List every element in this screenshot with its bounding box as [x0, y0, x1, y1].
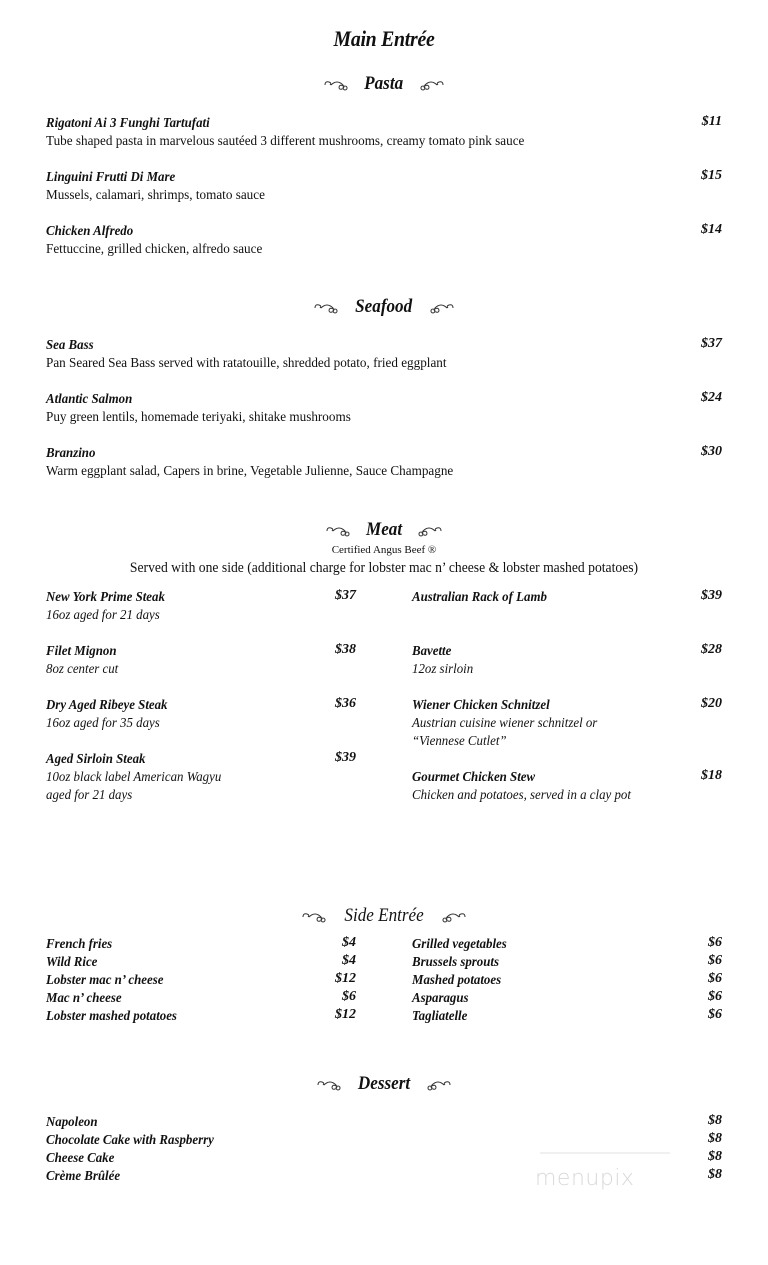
dessert-item-price: $8 [708, 1113, 722, 1128]
ornament-right-icon [419, 300, 455, 314]
ornament-left-icon [325, 523, 361, 537]
section-heading-pasta [0, 73, 768, 95]
menu-item-price: $28 [701, 642, 722, 657]
side-item-price: $6 [708, 971, 722, 986]
ornament-right-icon [431, 909, 467, 923]
side-item-name: Brussels sprouts [412, 955, 499, 970]
dessert-item-name: Crème Brûlée [46, 1169, 121, 1184]
side-item-price: $6 [342, 989, 356, 1004]
section-title: Meat [365, 519, 403, 540]
side-item-name: Asparagus [412, 991, 469, 1006]
menu-item-price: $37 [701, 336, 722, 351]
meat-certification-note: Certified Angus Beef ® [331, 544, 437, 556]
side-item-name: Mashed potatoes [412, 973, 502, 988]
watermark-line [540, 1152, 670, 1154]
side-item-name: Tagliatelle [412, 1009, 468, 1024]
meat-side-note: Served with one side (additional charge for lobster mac n’ cheese & lobster mashed potatoes) [129, 560, 639, 576]
menu-item-description: 8oz center cut [46, 662, 119, 677]
menu-item-name: Filet Mignon [46, 644, 117, 659]
ornament-right-icon [407, 523, 443, 537]
menu-item-description: aged for 21 days [46, 788, 133, 803]
page-title: Main Entrée [333, 26, 435, 51]
menu-item-name: Aged Sirloin Steak [46, 752, 146, 767]
menu-item-name: Wiener Chicken Schnitzel [412, 698, 550, 713]
menu-item-description: 10oz black label American Wagyu [46, 770, 222, 785]
menu-item-price: $39 [701, 588, 722, 603]
menu-item-price: $15 [701, 168, 722, 183]
dessert-item-price: $8 [708, 1131, 722, 1146]
side-item-name: Mac n’ cheese [46, 991, 122, 1006]
menu-item-description: Mussels, calamari, shrimps, tomato sauce [46, 188, 265, 203]
menu-item-description: Austrian cuisine wiener schnitzel or [412, 716, 598, 731]
menu-item-price: $14 [701, 222, 722, 237]
ornament-left-icon [323, 77, 359, 91]
side-item-price: $12 [335, 971, 356, 986]
side-item-name: Lobster mac n’ cheese [46, 973, 164, 988]
dessert-item-name: Chocolate Cake with Raspberry [46, 1133, 214, 1148]
menu-item-name: Dry Aged Ribeye Steak [46, 698, 168, 713]
menu-item-name: New York Prime Steak [46, 590, 165, 605]
menu-item-description: Tube shaped pasta in marvelous sautéed 3 different mushrooms, creamy tomato pink sauce [46, 134, 525, 149]
section-title: Dessert [357, 1073, 411, 1094]
side-item-name: Lobster mashed potatoes [46, 1009, 177, 1024]
side-item-price: $4 [342, 935, 356, 950]
section-heading-dessert [0, 1073, 768, 1095]
section-heading-sides [0, 905, 768, 927]
section-title: Side Entrée [344, 905, 424, 926]
side-item-price: $6 [708, 1007, 722, 1022]
side-item-name: Wild Rice [46, 955, 98, 970]
side-item-price: $6 [708, 953, 722, 968]
side-item-name: Grilled vegetables [412, 937, 507, 952]
menu-item-description: 16oz aged for 35 days [46, 716, 160, 731]
dessert-item-price: $8 [708, 1167, 722, 1182]
section-title: Seafood [355, 296, 413, 317]
side-item-price: $6 [708, 989, 722, 1004]
watermark-logo: menupix [535, 1166, 635, 1191]
section-title: Pasta [364, 73, 404, 94]
menu-item-name: Atlantic Salmon [46, 392, 133, 407]
ornament-right-icon [409, 77, 445, 91]
menu-item-description: “Viennese Cutlet” [412, 734, 507, 749]
dessert-item-name: Napoleon [46, 1115, 98, 1130]
menu-item-price: $18 [701, 768, 722, 783]
menu-item-name: Gourmet Chicken Stew [412, 770, 536, 785]
dessert-item-price: $8 [708, 1149, 722, 1164]
menu-item-name: Chicken Alfredo [46, 224, 134, 239]
menu-item-price: $36 [335, 696, 356, 711]
menu-item-name: Linguini Frutti Di Mare [46, 170, 176, 185]
menu-item-price: $38 [335, 642, 356, 657]
menu-item-price: $24 [701, 390, 722, 405]
menu-item-price: $37 [335, 588, 356, 603]
menu-item-price: $39 [335, 750, 356, 765]
menu-item-description: Puy green lentils, homemade teriyaki, shitake mushrooms [46, 410, 351, 425]
menu-item-description: Chicken and potatoes, served in a clay pot [412, 788, 631, 803]
menu-item-name: Sea Bass [46, 338, 94, 353]
ornament-left-icon [313, 300, 349, 314]
side-item-price: $12 [335, 1007, 356, 1022]
menu-item-price: $11 [701, 114, 722, 129]
menu-item-description: Pan Seared Sea Bass served with ratatouille, shredded potato, fried eggplant [46, 356, 447, 371]
section-heading-meat [0, 519, 768, 541]
side-item-price: $6 [708, 935, 722, 950]
menu-item-description: Warm eggplant salad, Capers in brine, Vegetable Julienne, Sauce Champagne [46, 464, 454, 479]
ornament-left-icon [301, 909, 337, 923]
menu-item-price: $20 [701, 696, 722, 711]
section-heading-seafood [0, 296, 768, 318]
menu-item-name: Branzino [46, 446, 96, 461]
menu-item-name: Rigatoni Ai 3 Funghi Tartufati [46, 116, 210, 131]
dessert-item-name: Cheese Cake [46, 1151, 115, 1166]
menu-item-price: $30 [701, 444, 722, 459]
menu-item-name: Bavette [412, 644, 452, 659]
side-item-price: $4 [342, 953, 356, 968]
menu-item-description: 16oz aged for 21 days [46, 608, 160, 623]
ornament-right-icon [416, 1077, 452, 1091]
side-item-name: French fries [46, 937, 113, 952]
menu-item-name: Australian Rack of Lamb [412, 590, 547, 605]
ornament-left-icon [316, 1077, 352, 1091]
menu-item-description: 12oz sirloin [412, 662, 474, 677]
menu-item-description: Fettuccine, grilled chicken, alfredo sauce [46, 242, 263, 257]
